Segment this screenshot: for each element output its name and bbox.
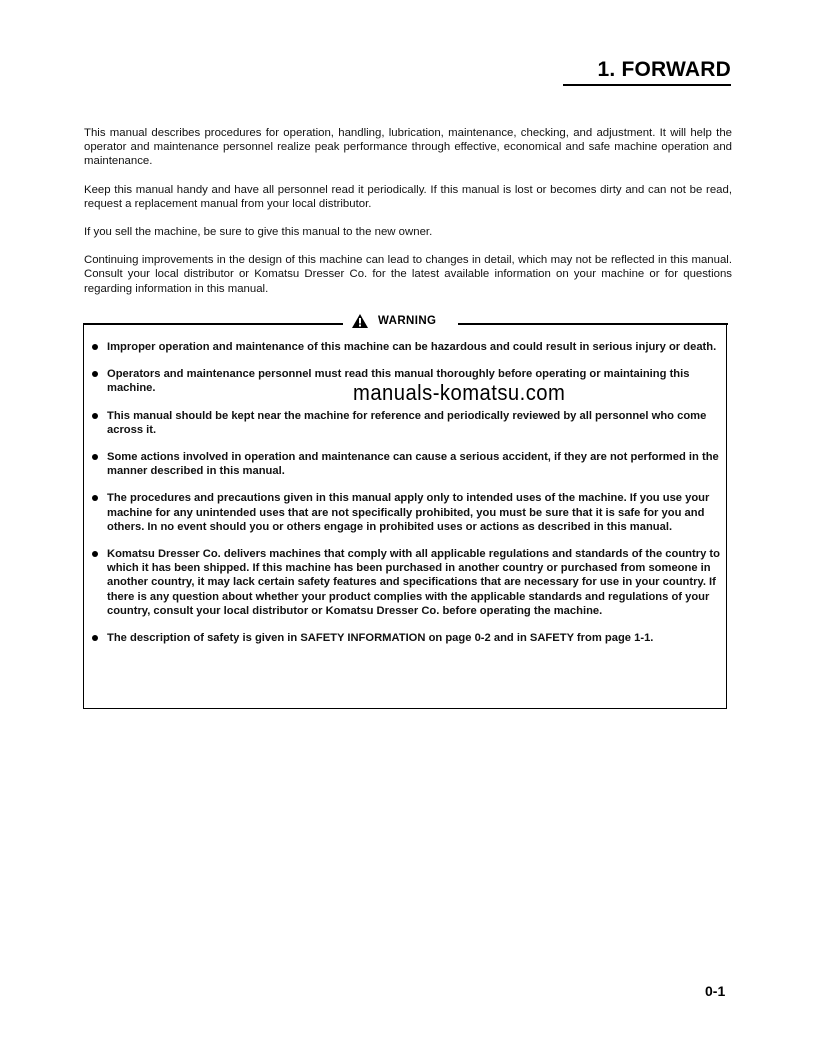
intro-paragraph: If you sell the machine, be sure to give this manual to the new owner. xyxy=(84,226,433,239)
bullet-icon xyxy=(92,495,98,501)
title-underline xyxy=(563,84,731,86)
warning-item xyxy=(92,547,722,618)
warning-item-text: Komatsu Dresser Co. delivers machines that comply with all applicable regulations and standards of the country to which it has been shipped. If this machine has been purchased in another country or purchased from someone in another country, it may lack certain safety features and specifications that are necessary for use in your country. If there is any question about whether your product complies with the applicable standards and regulations of your country, consult your local distributor or Komatsu Dresser Co. before operating the machine. xyxy=(107,548,720,617)
bullet-icon xyxy=(92,344,98,350)
warning-triangle-icon xyxy=(352,314,368,328)
warning-label: WARNING xyxy=(378,315,437,327)
warning-item xyxy=(92,450,722,478)
warning-item-text: Improper operation and maintenance of this machine can be hazardous and could result in serious injury or death. xyxy=(107,341,717,353)
page-title: 1. FORWARD xyxy=(597,58,731,81)
bullet-icon xyxy=(92,454,98,460)
bullet-icon xyxy=(92,413,98,419)
intro-paragraph: This manual describes procedures for operation, handling, lubrication, maintenance, checking, and adjustment. It will help the operator and maintenance personnel realize peak performance through effective, economical and safe machine operation and maintenance. xyxy=(84,127,732,168)
intro-paragraph: Continuing improvements in the design of this machine can lead to changes in detail, which may not be reflected in this manual. Consult your local distributor or Komatsu Dresser Co. for the latest available information on your machine or for questions regarding information in this manual. xyxy=(84,254,732,295)
intro-paragraph: Keep this manual handy and have all personnel read it periodically. If this manual is lost or becomes dirty and can not be read, request a replacement manual from your local distributor. xyxy=(84,183,732,210)
bullet-icon xyxy=(92,635,98,641)
warning-box-top-rule-left xyxy=(83,323,343,325)
warning-item-text: Some actions involved in operation and maintenance can cause a serious accident, if they are not performed in the manner described in this manual. xyxy=(107,451,719,478)
warning-item-text: The procedures and precautions given in this manual apply only to intended uses of the machine. If you use your machine for any unintended uses that are not specifically prohibited, you must be sure that it is safe for you and others. In no event should you or others engage in prohibited uses or actions as described in this manual. xyxy=(107,492,710,533)
intro-section xyxy=(84,126,732,310)
warning-item xyxy=(92,340,722,354)
warning-item xyxy=(92,491,722,534)
warning-header xyxy=(352,314,436,328)
warning-item xyxy=(92,631,722,645)
warning-item-text: The description of safety is given in SAFETY INFORMATION on page 0-2 and in SAFETY from page 1-1. xyxy=(107,632,654,645)
warning-item xyxy=(92,409,722,437)
warning-item-text: Operators and maintenance personnel must read this manual thoroughly before operating or maintaining this machine. xyxy=(107,368,690,395)
warning-box-top-rule-right xyxy=(458,323,728,325)
warning-item-text: This manual should be kept near the machine for reference and periodically reviewed by all personnel who come across it. xyxy=(107,409,707,436)
bullet-icon xyxy=(92,551,98,557)
page-number: 0-1 xyxy=(705,983,726,999)
bullet-icon xyxy=(92,371,98,377)
watermark: manuals-komatsu.com xyxy=(353,380,566,405)
